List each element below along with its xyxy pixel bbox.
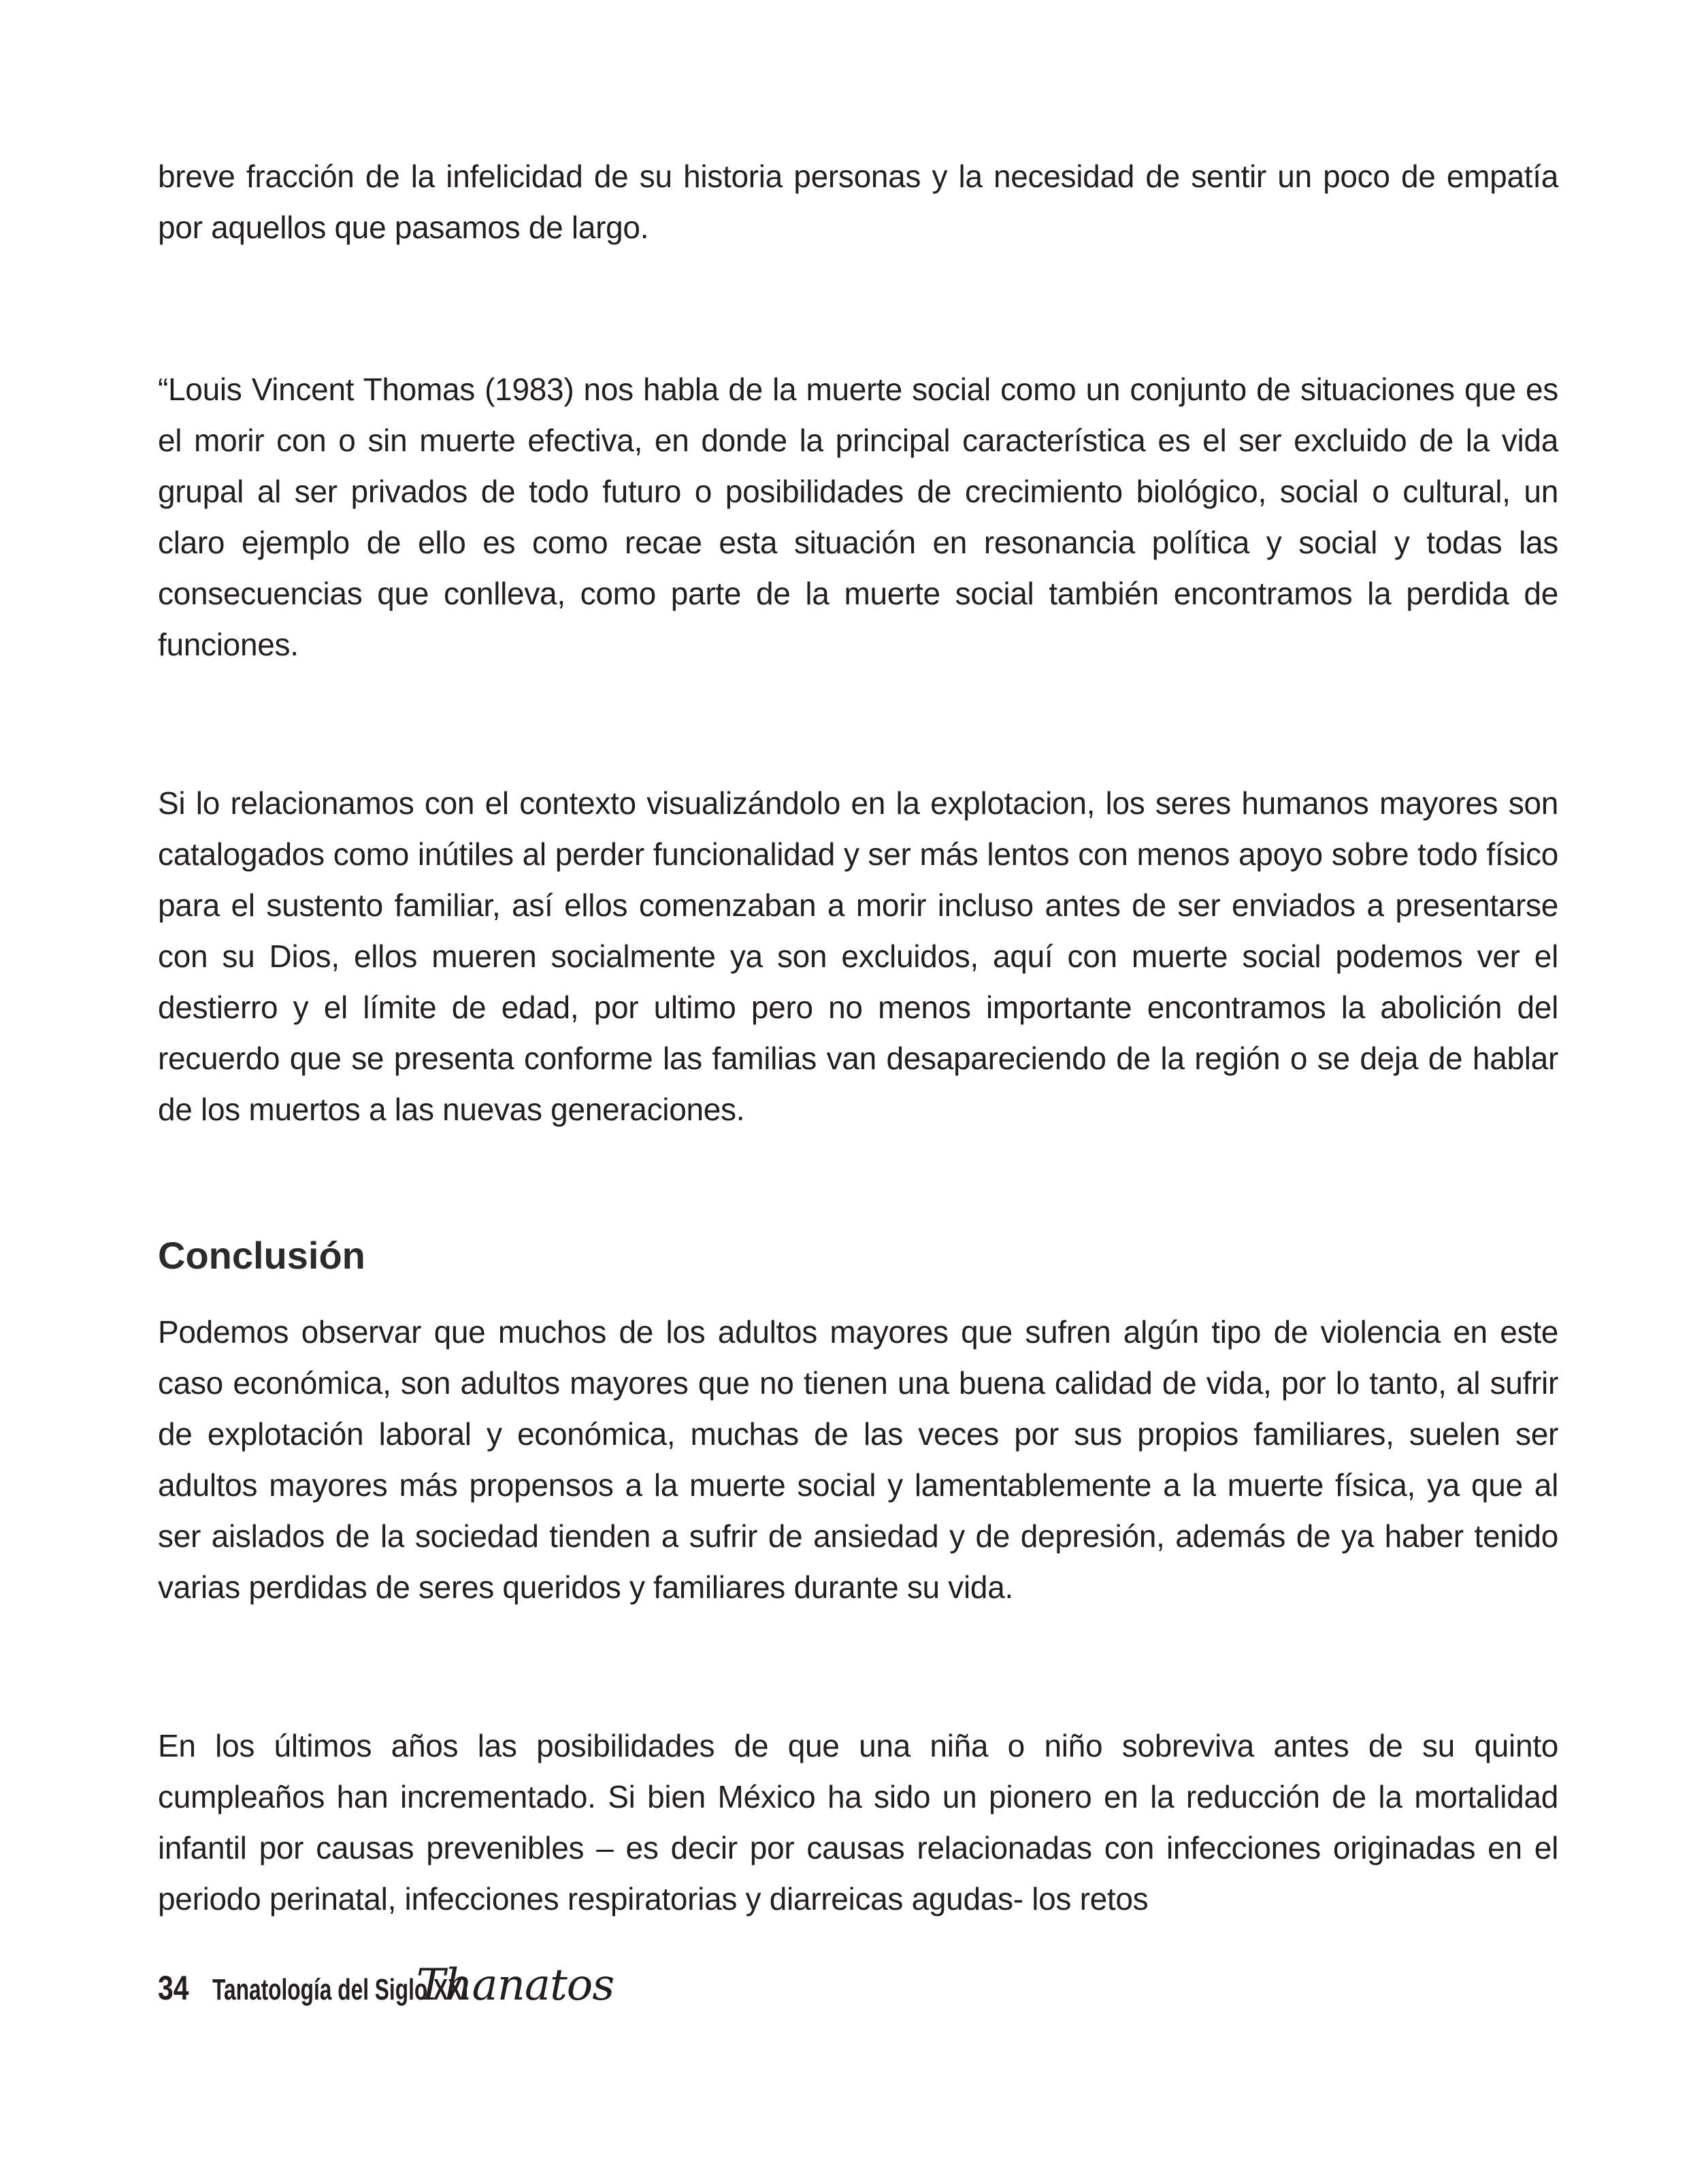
page-body (158, 151, 1558, 1925)
body-paragraph-1: breve fracción de la infelicidad de su historia personas y la necesidad de sentir un poco de empatía por aquellos que pasamos de largo. (158, 159, 1558, 245)
body-paragraph-2: “Louis Vincent Thomas (1983) nos habla de la muerte social como un conjunto de situaciones que es el morir con o sin muerte efectiva, en donde la principal característica es el ser excluido de la vida grupal al ser privados de todo futuro o posibilidades de crecimiento biológico, social o cultural, un claro ejemplo de ello es como recae esta situación en resonancia política y social y todas las consecuencias que conlleva, como parte de la muerte social también encontramos la perdida de funciones. (158, 372, 1558, 662)
journal-name: Tanatología del Siglo XXI (212, 1973, 468, 2006)
page-number: 34 (158, 1969, 189, 2007)
page-footer (158, 1960, 614, 2015)
body-paragraph-3: Si lo relacionamos con el contexto visualizándolo en la explotacion, los seres humanos mayores son catalogados como inútiles al perder funcionalidad y ser más lentos con menos apoyo sobre todo físico para el sustento familiar, así ellos comenzaban a morir incluso antes de ser enviados a presentarse con su Dios, ellos mueren socialmente ya son excluidos, aquí con muerte social podemos ver el destierro y el límite de edad, por ultimo pero no menos importante encontramos la abolición del recuerdo que se presenta conforme las familias van desapareciendo de la región o se deja de hablar de los muertos a las nuevas generaciones. (158, 785, 1558, 1127)
conclusion-paragraph-2: En los últimos años las posibilidades de que una niña o niño sobreviva antes de su quinto cumpleaños han incrementado. Si bien México ha sido un pionero en la reducción de la mortalidad infantil por causas prevenibles – es decir por causas relacionadas con infecciones originadas en el periodo perinatal, infecciones respiratorias y diarreicas agudas- los retos (158, 1728, 1558, 1917)
conclusion-paragraph-1: Podemos observar que muchos de los adultos mayores que sufren algún tipo de violencia en este caso económica, son adultos mayores que no tienen una buena calidad de vida, por lo tanto, al sufrir de explotación laboral y económica, muchas de las veces por sus propios familiares, suelen ser adultos mayores más propensos a la muerte social y lamentablemente a la muerte física, ya que al ser aislados de la sociedad tienden a sufrir de ansiedad y de depresión, además de ya haber tenido varias perdidas de seres queridos y familiares durante su vida. (158, 1314, 1558, 1605)
journal-logo: Thanatos (416, 1960, 614, 2010)
section-heading-conclusion: Conclusión (158, 1234, 365, 1277)
